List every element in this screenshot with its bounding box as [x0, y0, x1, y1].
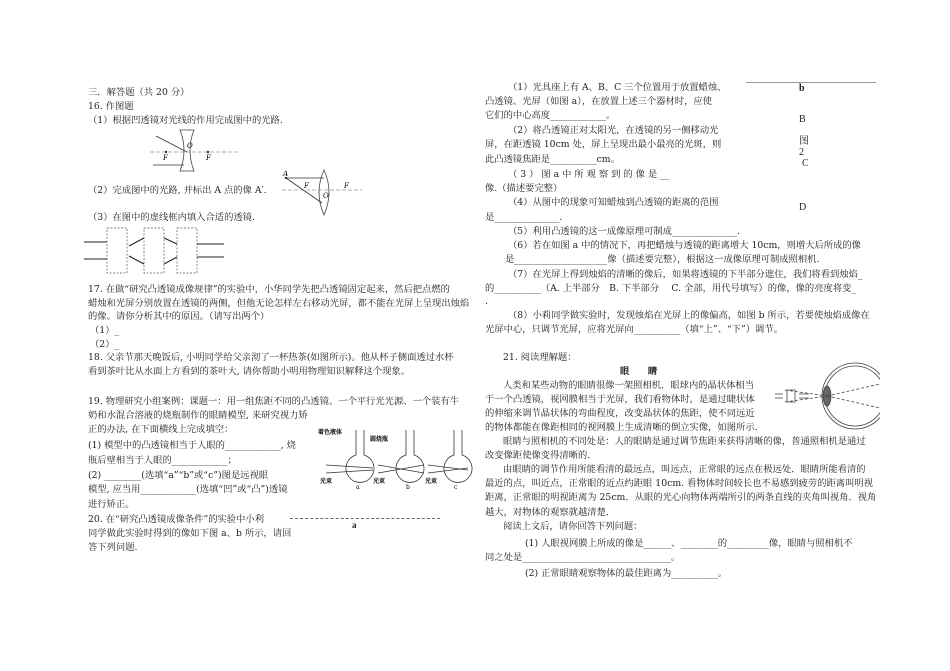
q17-answer1[interactable]: （1）_ — [90, 325, 120, 336]
concave-lens-figure — [150, 128, 240, 173]
section-title: 三．解答题（共 20 分） — [88, 87, 190, 98]
article-line: 越大，对物体的观察就越清楚． — [485, 507, 616, 518]
figure-top-line — [746, 82, 876, 83]
q19-line7: 模型, 应当用____________(选填“凹”或“凸”)透镜 — [88, 484, 288, 495]
model-label-c: c — [454, 484, 458, 490]
q18-line1: 18. 父亲节那天晚饭后, 小明同学给父亲沏了一杯热茶(如图所示)。他从杯子侧面透过水杯 — [88, 352, 454, 363]
q21-title: 21. 阅读理解题： — [503, 352, 577, 363]
q20-part-line: 是______________. — [485, 212, 563, 223]
q20-part-line: （7）在光屏上得到烛焰的清晰的像后，如果将透镜的下半部分遮住，我们将看到烛焰_ — [508, 269, 863, 280]
q19-line8: 进行矫正。 — [88, 499, 135, 510]
article-line: 眼睛与照相机的不同处是：人的眼睛是通过调节焦距来获得清晰的像，普通照相机是通过 — [503, 436, 866, 447]
q18-line2: 看到茶叶比从水面上方看到的茶叶大, 请你帮助小明用物理知识解释这个现象。 — [88, 366, 411, 377]
lens-boxes-figure — [84, 226, 226, 276]
article-line: 距离，正常眼的明视距离为 25cm．从眼的光心向物体两端所引的两条直线的夹角叫视角．视角 — [485, 492, 877, 503]
flask-label: 圆烧瓶 — [370, 436, 389, 443]
q16-part2: （2）完成图中的光路, 并标出 A 点的像 A′. — [88, 185, 267, 196]
q19-line3: 正的办法, 在下面横线上完成填空： — [88, 424, 234, 435]
q21-question1: (1) 人眼视网膜上所成的像是______、________的_________像，眼睛与照相机不 — [525, 538, 853, 549]
article-heading: 眼 睛 — [620, 366, 658, 377]
label-B: B — [799, 114, 806, 125]
label-o: O — [187, 142, 193, 150]
q20-part-line: 屏，在距透镜 10cm 处，屏上呈现出最小最亮的光斑，则 — [485, 139, 722, 150]
label-f2: F — [344, 182, 349, 190]
q21-question2: (2) 正常眼睛观察物体的最佳距离为__________。 — [525, 568, 728, 579]
q20-part-line: （4）从图中的现象可知蜡烛到凸透镜的距离的范围 — [508, 197, 719, 208]
label-fig: 图 — [799, 136, 809, 147]
q20-part-line: 此凸透镜焦距是__________cm。 — [485, 154, 620, 165]
label-f1: F — [163, 154, 168, 162]
label-o: O — [323, 192, 329, 200]
q20-part-line: （6）若在如图 a 中的情况下，再把蜡烛与透镜的距离增大 10cm，则增大后所成的像 — [508, 240, 861, 251]
q20-part-line: 的__________（A. 上半部分 B. 下半部分 C. 全部，用代号填写）的像，像的亮度将变_ — [485, 283, 857, 294]
figure-a-label: a — [352, 520, 357, 530]
label-2: 2 — [799, 147, 804, 158]
article-line: 人类和某些动物的眼睛很像一架照相机．眼球内的晶状体相当 — [503, 380, 755, 391]
label-C: C — [802, 158, 809, 169]
q20-line1: 20. 在“研究凸透镜成像条件”的实验中小利 — [88, 514, 264, 525]
q17-line2: 蜡烛和光屏分别放置在透镜的两侧，但他无论怎样左右移动光屏，都不能在光屏上呈现出烛焰 — [88, 298, 470, 309]
eye-model-figure — [318, 425, 473, 490]
article-line: 由眼睛的调节作用所能看清的最远点，叫远点，正常眼的远点在极远处．眼睛所能看清的 — [503, 464, 866, 475]
model-label-b: b — [406, 484, 410, 490]
q17-answer2[interactable]: （2）_ — [90, 339, 120, 350]
eye-diagram — [775, 362, 880, 432]
q16-title: 16. 作图题 — [88, 101, 134, 112]
article-line: 改变像距使像变得清晰的． — [485, 450, 597, 461]
q16-part1: （1）根据凹透镜对光线的作用完成图中的光路. — [88, 115, 283, 126]
q16-part3: （3）在图中的虚线框内填入合适的透镜. — [88, 212, 255, 223]
q20-part-line: （1）光具座上有 A、B、C 三个位置用于放置蜡烛、 — [508, 82, 727, 93]
q20-line3: 答下列问题. — [88, 542, 138, 553]
dashed-divider — [290, 518, 440, 519]
label-a: A — [283, 170, 289, 178]
q20-part-line: （5）利用凸透镜的这一成像原理可制成______________. — [508, 226, 740, 237]
q20-part-line: 它们的中心高度____________。 — [485, 110, 616, 121]
q20-part-line: （2）将凸透镜正对太阳光，在透镜的另一侧移动光 — [508, 125, 719, 136]
q20-part-line: . — [485, 296, 488, 307]
q20-part-line: （8）小莉同学做实验时，发现烛焰在光屏上的像偏高，如图 b 所示，若要使烛焰成像在 — [508, 310, 870, 321]
q19-line2: 奶和水混合溶液的烧瓶制作的眼睛模型, 来研究视力矫 — [88, 410, 308, 421]
q17-line1: 17. 在做“研究凸透镜成像规律”的实验中，小华同学先把凸透镜固定起来，然后把点燃的 — [88, 284, 450, 295]
label-D: D — [799, 202, 807, 213]
q19-line5: 瓶后壁相当于人眼的____________； — [88, 455, 237, 466]
q21-question1-cont: 同之处是________________________________。 — [485, 552, 681, 563]
label-f2: F — [206, 154, 211, 162]
convex-lens-figure — [282, 168, 362, 218]
beam-label-c: 光束 — [425, 478, 438, 485]
q17-line3: 的像。请你分析其中的原因。（请写出两个） — [88, 311, 270, 322]
article-line: 阅读上文后，请你回答下列问题： — [503, 521, 643, 532]
q20-part-line: 凸透镜、光屏（如图 a），在放置上述三个器材时，应使 — [485, 96, 712, 107]
liquid-label: 着色液体 — [318, 429, 343, 436]
q20-part-line: 像.（描述要完整） — [485, 183, 563, 194]
q19-line4: (1) 模型中的凸透镜相当于人眼的____________, 烧 — [88, 440, 296, 451]
beam-label-b: 光束 — [373, 478, 386, 485]
q20-part-line: （ 3 ） 图 a 中 所 观 察 到 的 像 是 __ — [508, 169, 670, 180]
article-line: 最近的点，叫近点，正常眼的近点约距眼 10cm. 看物体时间较长也不易感到疲劳的距离叫明视 — [485, 478, 873, 489]
article-line: 的伸缩来调节晶状体的弯曲程度，改变晶状体的焦距，使不同远近 — [485, 408, 755, 419]
q20-line2: 同学做此实验时得到的像如下图 a、b 所示，请回 — [88, 528, 292, 539]
label-b: b — [799, 83, 805, 94]
q20-part-line: 是____________________像（描述要完整），根据这一成像原理可制成照相机. — [505, 254, 820, 265]
q20-part-line: 光屏中心，只调节光屏，应将光屏向__________（填“上”、“下”）调节。 — [485, 324, 783, 335]
article-line: 于一个凸透镜，视网膜相当于光屏，我们看物体时，是通过睫状体 — [485, 394, 755, 405]
model-label-a: a — [356, 484, 360, 490]
article-line: 的物体都能在像距相同的视网膜上生成清晰的倒立实像，如图所示． — [485, 422, 764, 433]
beam-label-a: 光束 — [320, 478, 333, 485]
label-f1: F — [304, 182, 309, 190]
q19-line1: 19. 物理研究小组案例：课题一：用一组焦距不同的凸透镜、一个平行光光源、一个装有牛 — [88, 396, 460, 407]
q19-line6: (2) ________(选填“a”“b”或“c”)图是远视眼 — [88, 470, 269, 481]
